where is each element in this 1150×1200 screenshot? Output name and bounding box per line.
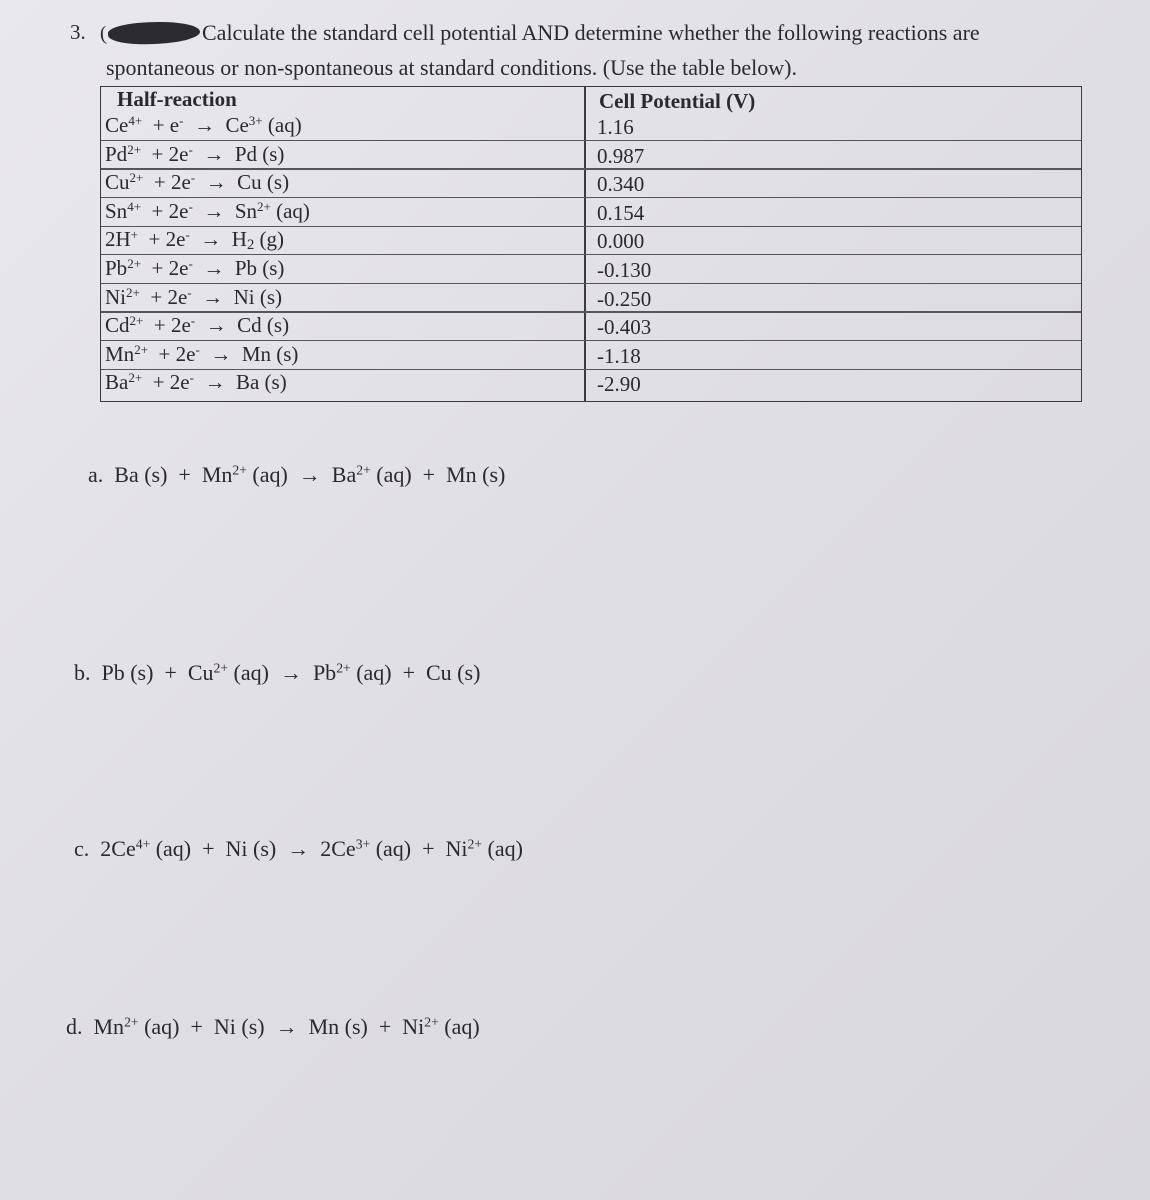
header-half-reaction: Half-reaction xyxy=(117,87,237,111)
half-reaction-cell: $Pb^{2+} + 2e^- \to Pb$ (s) xyxy=(105,255,285,280)
question-prompt-line-1: Calculate the standard cell potential AND determine whether the following reactions are xyxy=(202,20,980,45)
half-reaction-cell: $Ni^{2+} + 2e^- \to Ni$ (s) xyxy=(105,284,283,309)
cell-potential-value: 1.16 xyxy=(597,115,634,139)
cell-potential-value: 0.000 xyxy=(597,229,645,254)
half-reaction-cell: $Pd^{2+} + 2e^- \to Pd$ (s) xyxy=(105,141,285,166)
half-reaction-cell: $Ba^{2+} + 2e^- \to Ba$ (s) xyxy=(105,370,287,395)
half-reaction-cell: $Cd^{2+} + 2e^- \to Cd$ (s) xyxy=(105,313,290,338)
half-reaction-cell: $2H^+ + 2e^- \to H_2$ (g) xyxy=(105,227,285,254)
cell-potential-value: -2.90 xyxy=(597,372,641,397)
half-reaction-cell: $Mn^{2+} + 2e^- \to Mn$ (s) xyxy=(105,341,299,366)
reaction-part-b: b. Pb $(s) + Cu^{2+}$ $(aq) \to Pb^{2+}$ (aq) + Cu (s) xyxy=(74,660,481,685)
cell-potential-value: -1.18 xyxy=(597,343,641,368)
cell-potential-value: 0.340 xyxy=(597,172,645,197)
cell-potential-value: -0.403 xyxy=(597,315,652,340)
reduction-potential-table xyxy=(100,86,1082,402)
table-row xyxy=(101,199,1081,227)
cell-potential-value: 0.154 xyxy=(597,200,645,225)
question-prompt-line-2: spontaneous or non-spontaneous at standard conditions. (Use the table below). xyxy=(106,55,798,80)
cell-potential-value: 0.987 xyxy=(597,143,645,168)
table-row xyxy=(101,256,1081,284)
question-number: 3. xyxy=(70,20,86,44)
reaction-part-d: d. $Mn^{2+}$ (aq) + Ni (s) → Mn $(s) + Ni^{2+}$ (aq) xyxy=(66,1014,480,1039)
table-row xyxy=(101,342,1081,370)
table-row xyxy=(101,313,1081,341)
table-row xyxy=(101,113,1081,141)
half-reaction-cell: $Cu^{2+} + 2e^- \to Cu$ (s) xyxy=(105,170,290,195)
table-row xyxy=(101,227,1081,255)
table-row xyxy=(101,285,1081,313)
table-row xyxy=(101,170,1081,198)
reaction-part-a: a. Ba $(s) + Mn^{2+}$ $(aq) \to Ba^{2+}$ (aq) + Mn (s) xyxy=(88,462,506,487)
half-reaction-cell: $Ce^{4+} + e^- \to Ce^{3+}$ (aq) xyxy=(105,112,302,137)
table-row xyxy=(101,370,1081,398)
header-cell-potential: Cell Potential (V) xyxy=(599,89,756,113)
reaction-part-c: c. $2Ce^{4+}$ (aq) + Ni $(s) \to 2Ce^{3+}$ $(aq) + Ni^{2+}$ (aq) xyxy=(74,836,523,861)
table-row xyxy=(101,142,1081,170)
cell-potential-value: -0.250 xyxy=(597,286,652,311)
cell-potential-value: -0.130 xyxy=(597,258,652,282)
redacted-points-mark xyxy=(107,20,200,47)
half-reaction-cell: $Sn^{4+} + 2e^- \to Sn^{2+}$ (aq) xyxy=(105,198,310,223)
